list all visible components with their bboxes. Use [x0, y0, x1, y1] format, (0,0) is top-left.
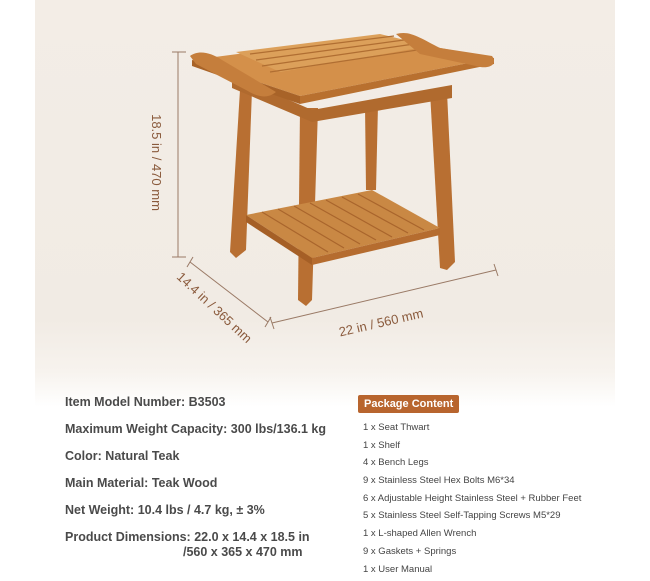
bench-shelf [246, 190, 440, 265]
spec-model [65, 395, 355, 410]
spec-label: Product Dimensions: [65, 530, 191, 544]
list-item: 1 x User Manual [363, 563, 433, 575]
width-dimension-label: 22 in / 560 mm [337, 305, 425, 340]
package-title-badge: Package Content [358, 395, 459, 413]
spec-weight-capacity [65, 422, 355, 437]
depth-dimension-label: 14.4 in / 365 mm [173, 268, 255, 347]
list-item: 5 x Stainless Steel Self-Tapping Screws M5*29 [363, 510, 561, 522]
spec-dimensions [65, 530, 355, 560]
spec-list [65, 395, 355, 572]
height-dimension-label: 18.5 in / 470 mm [148, 114, 164, 211]
spec-label: Main Material: [65, 476, 149, 490]
list-item: 9 x Stainless Steel Hex Bolts M6*34 [363, 475, 515, 487]
list-item: 1 x L-shaped Allen Wrench [363, 528, 477, 540]
package-item-list [358, 419, 618, 578]
spec-value: B3503 [188, 395, 226, 409]
spec-net-weight [65, 503, 355, 518]
list-item: 9 x Gaskets + Springs [363, 545, 457, 557]
spec-value: Natural Teak [105, 449, 180, 463]
list-item: 1 x Shelf [363, 439, 400, 451]
spec-value: 22.0 x 14.4 x 18.5 in [194, 530, 310, 544]
spec-material [65, 476, 355, 491]
spec-value: 300 lbs/136.1 kg [230, 422, 326, 436]
spec-value: 10.4 lbs / 4.7 kg, ± 3% [137, 503, 265, 517]
spec-label: Net Weight: [65, 503, 135, 517]
spec-color [65, 449, 355, 464]
list-item: 6 x Adjustable Height Stainless Steel + Rubber Feet [363, 492, 582, 504]
spec-label: Maximum Weight Capacity: [65, 422, 228, 436]
spec-label: Color: [65, 449, 102, 463]
spec-value: Teak Wood [151, 476, 218, 490]
spec-value-metric: /560 x 365 x 470 mm [183, 545, 303, 559]
package-content [358, 394, 618, 578]
spec-label: Item Model Number: [65, 395, 186, 409]
list-item: 1 x Seat Thwart [363, 422, 430, 433]
list-item: 4 x Bench Legs [363, 457, 429, 469]
